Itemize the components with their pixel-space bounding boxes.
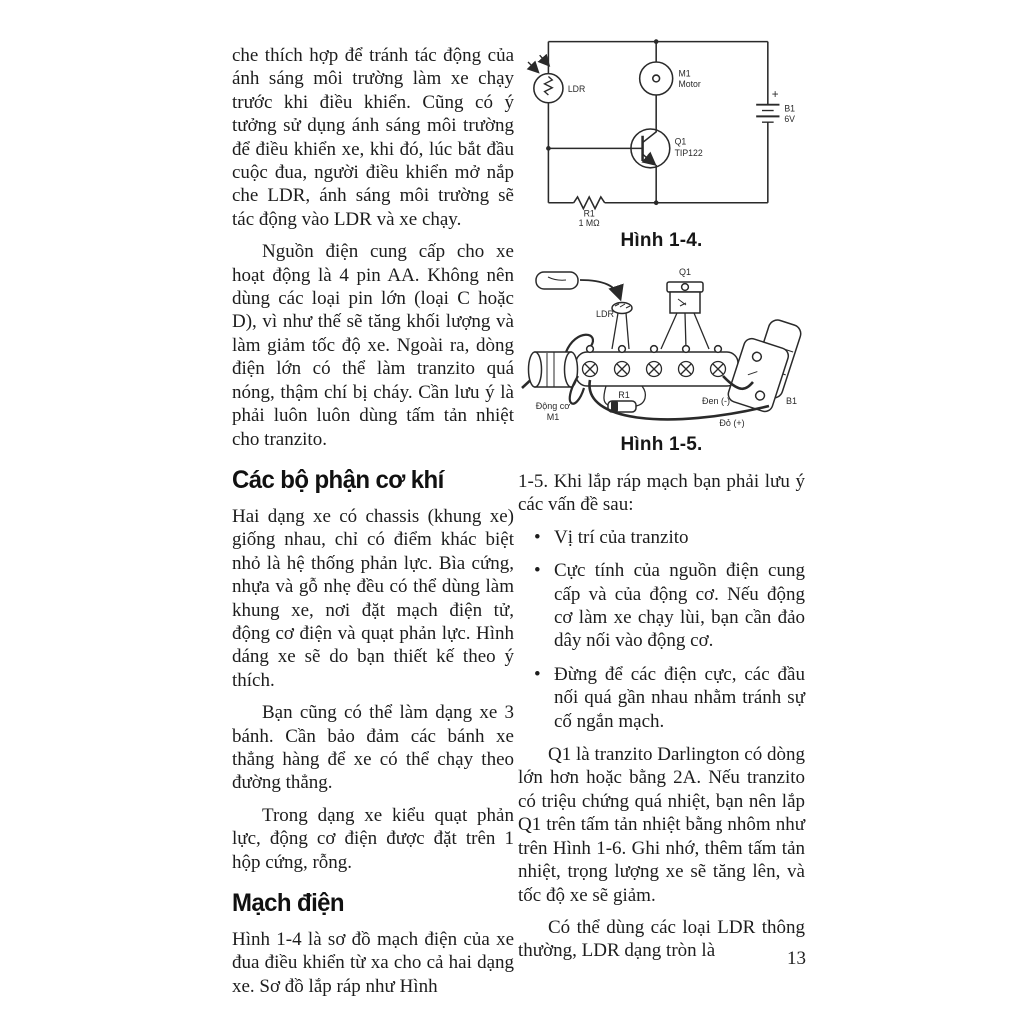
paragraph-q1-darlington: Q1 là tranzito Darlington có dòng lớn hơn hoặc bằng 2A. Nếu tranzito có triệu chứng quá nhiệt, bạn nên lắp Q1 trên tấm tản nhiệt bằng nhôm như trên Hình 1-6. Ghi nhớ, thêm tấm tản nhiệt, trọng lượng xe sẽ tăng lên, và tốc độ xe sẽ giảm. <box>518 744 805 906</box>
right-column <box>518 28 805 972</box>
left-column <box>232 44 514 1007</box>
figure-circuit-schematic <box>518 28 805 252</box>
label-black-wire: Đen (-) <box>701 396 730 406</box>
circuit-schematic-svg <box>523 28 801 228</box>
label-b1: B1 <box>785 396 797 406</box>
junction-dot <box>546 146 551 151</box>
paragraph-chassis: Hai dạng xe có chassis (khung xe) giống nhau, chỉ có điểm khác biệt nhỏ là hệ thống phản lực. Bìa cứng, nhựa và gỗ nhẹ đều có thể dùng làm khung xe, nơi đặt mạch điện tử, động cơ điện và quạt phản lực. Hình dáng xe sẽ do bạn thiết kế theo ý thích. <box>232 505 514 691</box>
page-number: 13 <box>787 948 806 969</box>
label-m1: M1 <box>546 412 559 422</box>
label-ldr: LDR <box>595 309 614 319</box>
label-motor: Động cơ <box>535 401 570 411</box>
transistor-symbol <box>548 129 669 203</box>
label-b1: B1 <box>783 103 795 114</box>
list-item-short-circuit: • Đừng để các điện cực, các đầu nối quá gần nhau nhằm tránh sự cố ngắn mạch. <box>518 663 805 733</box>
junction-dot <box>653 39 658 44</box>
terminal-strip <box>576 346 738 386</box>
figure-caption-1-5: Hình 1-5. <box>620 434 703 455</box>
ldr-symbol <box>528 55 563 103</box>
motor-symbol <box>639 42 672 129</box>
assembly-drawing-svg <box>520 262 804 432</box>
label-q1: Q1 <box>674 136 686 147</box>
ldr-component <box>612 303 632 350</box>
label-tip122: TIP122 <box>674 148 703 159</box>
label-r1-value: 1 MΩ <box>578 218 600 228</box>
list-item-transistor-position: • Vị trí của tranzito <box>518 526 805 549</box>
paragraph-ldr-types: Có thể dùng các loại LDR thông thường, LDR dạng tròn là <box>518 916 805 962</box>
resistor-symbol <box>573 197 604 209</box>
ldr-cover-tube <box>536 272 620 298</box>
heading-mechanical-parts: Các bộ phận cơ khí <box>232 465 444 495</box>
label-r1: R1 <box>583 208 595 219</box>
battery-symbol <box>756 105 779 122</box>
q1-package <box>661 282 709 349</box>
list-item-polarity: • Cực tính của nguồn điện cung cấp và của động cơ. Nếu động cơ làm xe chạy lùi, bạn cần đảo dây nối vào động cơ. <box>518 559 805 653</box>
paragraph-three-wheels: Bạn cũng có thể làm dạng xe 3 bánh. Cần bảo đảm các bánh xe thẳng hàng để xe có thể chạy theo đường thẳng. <box>232 702 514 794</box>
label-q1: Q1 <box>678 267 691 277</box>
label-6v: 6V <box>783 114 795 125</box>
paragraph-fan-type: Trong dạng xe kiểu quạt phản lực, động cơ điện được đặt trên 1 hộp cứng, rỗng. <box>232 804 514 873</box>
heading-circuit: Mạch điện <box>232 889 344 918</box>
assembly-notes-list <box>518 526 805 733</box>
label-r1: R1 <box>617 390 630 400</box>
label-red-wire: Đỏ (+) <box>718 418 745 428</box>
junction-dot <box>653 200 658 205</box>
paragraph-assembly-notes: 1-5. Khi lắp ráp mạch bạn phải lưu ý các vấn đề sau: <box>518 471 805 516</box>
paragraph-power-supply: Nguồn điện cung cấp cho xe hoạt động là 4 pin AA. Không nên dùng các loại pin lớn (loại C hoặc D), vì như thế sẽ tăng khối lượng và làm giảm tốc độ xe. Ngoài ra, dòng điện lớn có thể làm tranzito quá nóng, thậm chí bị cháy. Cần lưu ý là phải luôn luôn dùng tấm tản nhiệt cho tranzito. <box>232 241 514 450</box>
figure-assembly-drawing <box>518 262 805 456</box>
label-motor: Motor <box>678 79 701 90</box>
paragraph-intro-continued: che thích hợp để tránh tác động của ánh sáng môi trường làm xe chạy trước khi điều khiển. Cũng có ý tưởng sử dụng ánh sáng môi trường để điều khiển xe, khi đó, lúc bắt đầu cuộc đua, người điều khiển mở nắp che LDR, ánh sáng môi trường sẽ tác động vào LDR và xe chạy. <box>232 45 514 230</box>
label-m1: M1 <box>678 68 691 79</box>
label-ldr: LDR <box>567 84 585 95</box>
figure-caption-1-4: Hình 1-4. <box>620 230 703 251</box>
paragraph-circuit-intro: Hình 1-4 là sơ đồ mạch điện của xe đua điều khiển từ xa cho cả hai dạng xe. Sơ đồ lắp ráp như Hình <box>232 929 514 997</box>
label-plus: + <box>771 87 779 101</box>
